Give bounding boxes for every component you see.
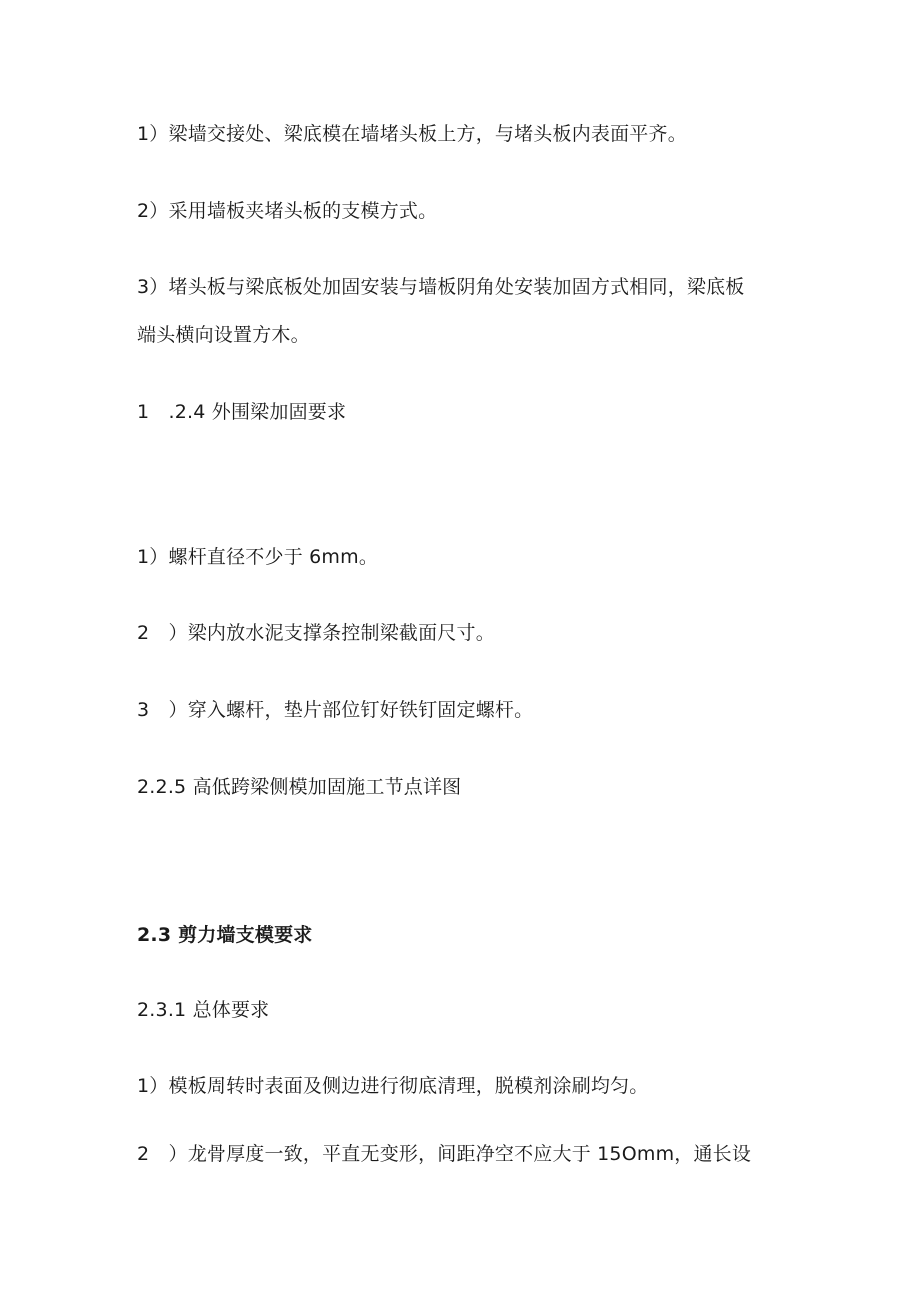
paragraph-line: 1）螺杆直径不少于 6mm。	[137, 546, 379, 568]
paragraph-line: 3）堵头板与梁底板处加固安装与墙板阴角处安装加固方式相同，梁底板	[137, 276, 745, 298]
section-heading-bold: 2.3 剪力墙支模要求	[137, 924, 313, 946]
paragraph-line: 2）采用墙板夹堵头板的支模方式。	[137, 200, 438, 222]
paragraph-line: 1）模板周转时表面及侧边进行彻底清理，脱模剂涂刷均匀。	[137, 1075, 649, 1097]
section-heading: 1 .2.4 外围梁加固要求	[137, 401, 347, 423]
subsection-heading: 2.3.1 总体要求	[137, 999, 270, 1021]
paragraph-line: 端头横向设置方木。	[137, 324, 310, 346]
paragraph-line: 2 ）梁内放水泥支撑条控制梁截面尺寸。	[137, 622, 495, 644]
paragraph-line: 3 ）穿入螺杆，垫片部位钉好铁钉固定螺杆。	[137, 699, 534, 721]
section-heading: 2.2.5 高低跨梁侧模加固施工节点详图	[137, 776, 462, 798]
paragraph-line: 2 ）龙骨厚度一致，平直无变形，间距净空不应大于 15Omm，通长设	[137, 1143, 752, 1165]
paragraph-line: 1）梁墙交接处、梁底模在墙堵头板上方，与堵头板内表面平齐。	[137, 123, 687, 145]
